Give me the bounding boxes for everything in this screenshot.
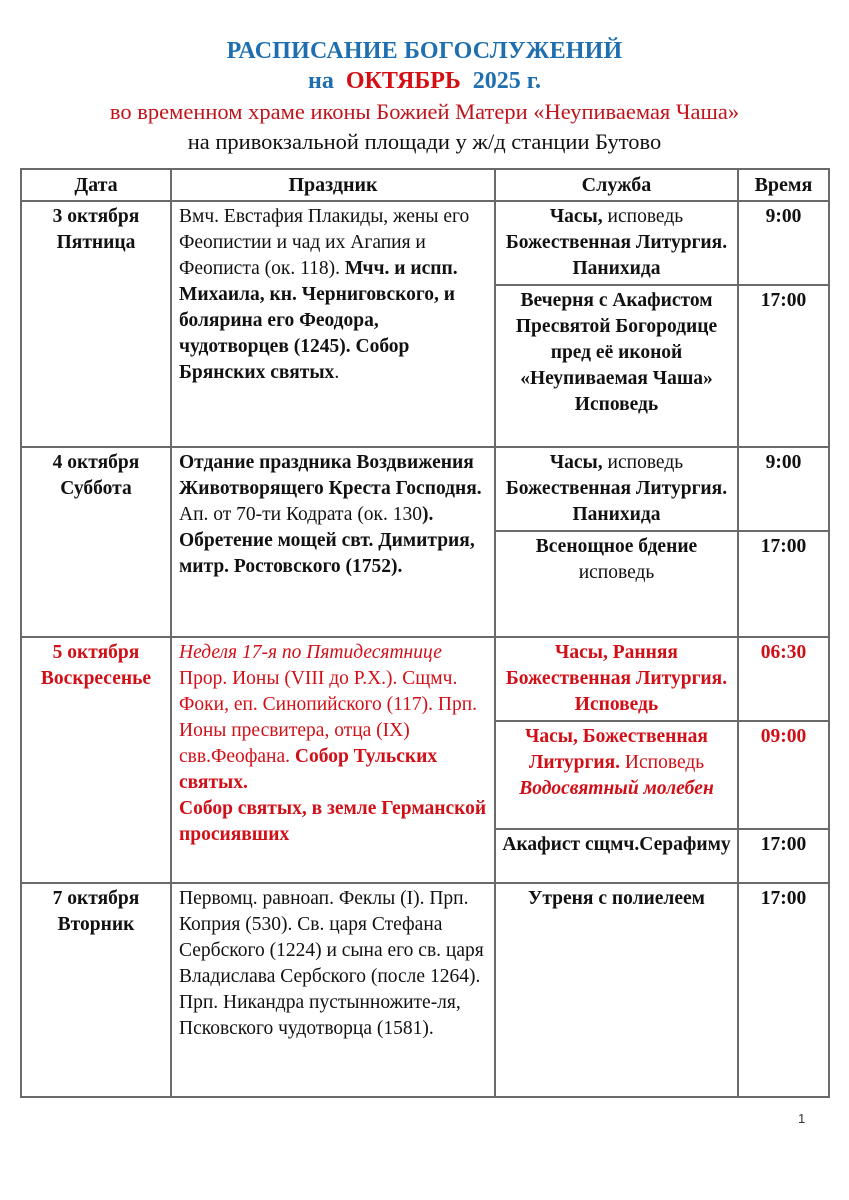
service-cell: Вечерня с Акафистом Пресвятой Богородице пред её иконой «Неупиваемая Чаша» Исповедь [495, 285, 738, 447]
time-cell: 17:00 [738, 285, 829, 447]
table-header-row [21, 169, 829, 201]
feast-text: Вмч. Евстафия Плакиды, жены его Феопистии и чад их Агапия и Феописта (ок. 118). [179, 206, 470, 279]
time-cell: 17:00 [738, 829, 829, 883]
date: 4 октября [52, 452, 140, 473]
schedule-title: РАСПИСАНИЕ БОГОСЛУЖЕНИЙ [226, 38, 623, 64]
time-cell: 17:00 [738, 883, 829, 1097]
table-row [21, 447, 829, 531]
service-normal: Исповедь [620, 752, 705, 773]
page-header [0, 36, 849, 157]
feast-text: Прор. Ионы (VIII до Р.Х.). Сщмч. Фоки, еп. Синопийского (117). Прп. Ионы пресвитера, отца (IX) свв.Феофана. [179, 668, 478, 767]
table-row [21, 883, 829, 1097]
time-cell: 9:00 [738, 201, 829, 285]
period-year: 2025 г. [472, 68, 541, 94]
service-italic-bold: Водосвятный молебен [519, 778, 714, 799]
service-bold: Божественная Литургия. Панихида [505, 478, 728, 525]
service-cell: Акафист сщмч.Серафиму [495, 829, 738, 883]
feast-text-bold: Собор Тульских святых. [179, 746, 438, 793]
schedule-table [20, 168, 830, 1098]
service-bold: Часы, Божественная Литургия. [525, 726, 708, 773]
service-normal: исповедь [578, 562, 655, 583]
table-row [21, 637, 829, 721]
feast-text-italic: Неделя 17-я по Пятидесятнице [179, 642, 442, 663]
service-cell: Утреня с полиелеем [495, 883, 738, 1097]
church-name: во временном храме иконы Божией Матери «Неупиваемая Чаша» [109, 99, 740, 124]
time-cell: 17:00 [738, 531, 829, 637]
service-cell [495, 447, 738, 531]
table-row [21, 201, 829, 285]
schedule-period [0, 66, 849, 96]
page-number: 1 [798, 1111, 806, 1126]
feast-cell [171, 447, 495, 637]
column-header-feast: Праздник [171, 169, 495, 201]
time-cell: 9:00 [738, 447, 829, 531]
feast-text-tail: . [334, 362, 340, 383]
date-cell [21, 447, 171, 637]
church-location: на привокзальной площади у ж/д станции Бутово [187, 129, 662, 154]
service-bold: Всенощное бдение [535, 536, 698, 557]
column-header-time: Время [738, 169, 829, 201]
feast-text-bold: Отдание праздника Воздвижения Животворящего Креста Господня. [179, 452, 482, 499]
period-prefix: на [308, 68, 334, 94]
weekday: Суббота [60, 478, 132, 499]
feast-text: Ап. от 70-ти Кодрата (ок. 130 [179, 504, 423, 525]
feast-text-bold: ). Обретение мощей свт. Димитрия, митр. Ростовского (1752). [179, 504, 475, 577]
feast-text-bold: Мчч. и испп. Михаила, кн. Черниговского, и болярина его Феодора, чудотворцев (1245). Собор Брянских святых [179, 258, 458, 383]
date-cell [21, 201, 171, 447]
period-month: ОКТЯБРЬ [345, 68, 461, 94]
service-normal: исповедь [602, 452, 684, 473]
feast-cell [171, 201, 495, 447]
weekday: Вторник [57, 914, 135, 935]
service-bold: Часы, [549, 206, 603, 227]
date-cell [21, 883, 171, 1097]
service-cell [495, 721, 738, 829]
date-cell [21, 637, 171, 883]
column-header-date: Дата [21, 169, 171, 201]
date: 5 октября [52, 642, 140, 663]
time-cell: 09:00 [738, 721, 829, 829]
feast-text-bold: Собор святых, в земле Германской просиявших [179, 798, 487, 845]
feast-cell [171, 637, 495, 883]
service-bold: Божественная Литургия. Панихида [505, 232, 728, 279]
service-cell: Часы, Ранняя Божественная Литургия. Исповедь [495, 637, 738, 721]
service-cell [495, 201, 738, 285]
feast-cell: Первомц. равноап. Феклы (I). Прп. Коприя (530). Св. царя Стефана Сербского (1224) и сына его св. царя Владислава Сербского (после 1264). Прп. Никандра пустынножите-ля, Псковского чудотворца (1581). [171, 883, 495, 1097]
service-normal: исповедь [602, 206, 684, 227]
service-bold: Часы, [549, 452, 603, 473]
time-cell: 06:30 [738, 637, 829, 721]
weekday: Воскресенье [40, 668, 152, 689]
date: 7 октября [52, 888, 140, 909]
service-cell [495, 531, 738, 637]
weekday: Пятница [56, 232, 136, 253]
column-header-service: Служба [495, 169, 738, 201]
date: 3 октября [52, 206, 140, 227]
